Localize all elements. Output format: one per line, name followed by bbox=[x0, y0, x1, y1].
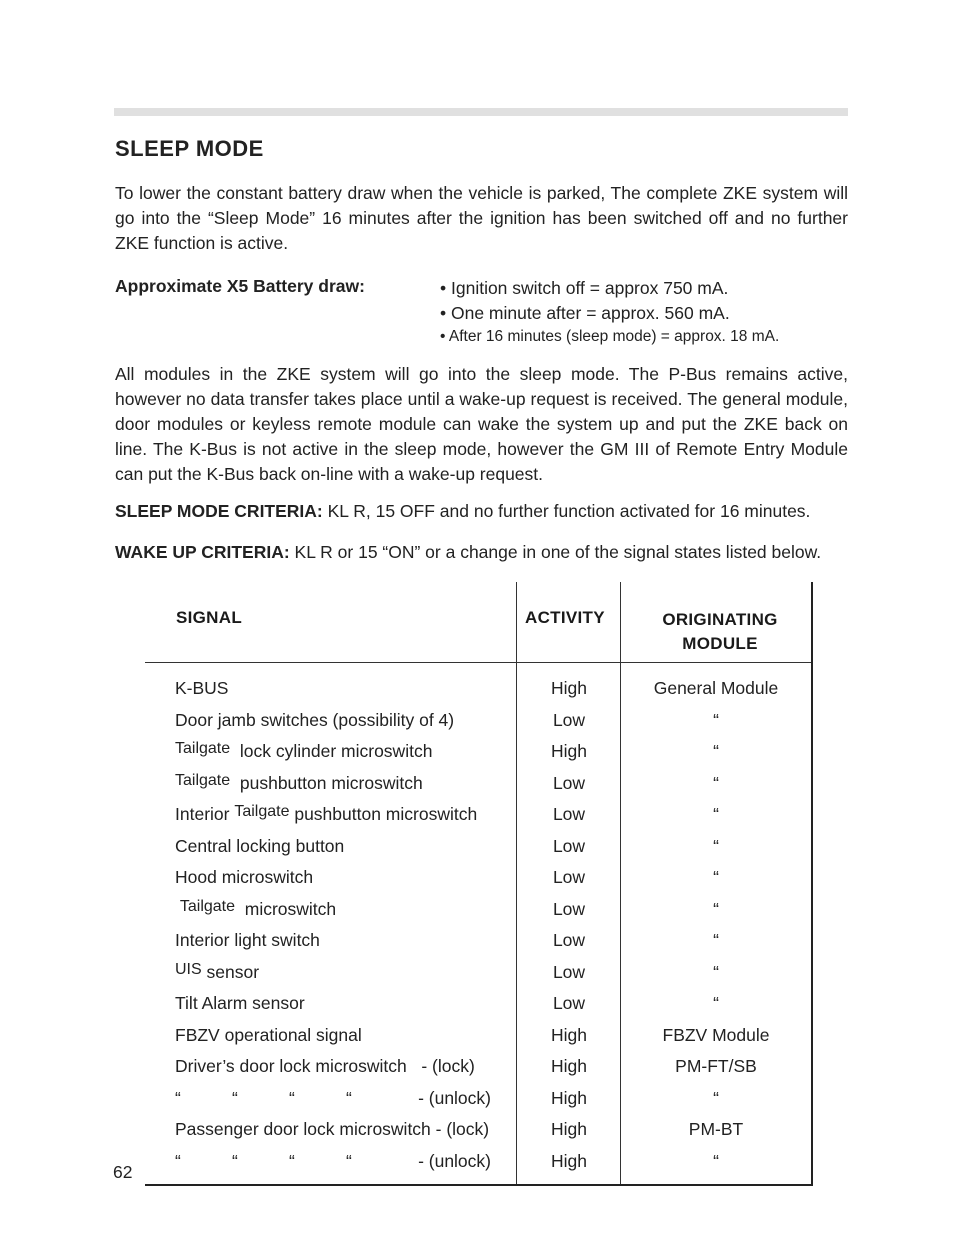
row-signal bbox=[175, 1151, 491, 1172]
sleep-criteria-text: KL R, 15 OFF and no further function activated for 16 minutes. bbox=[322, 501, 811, 521]
table-row bbox=[145, 1119, 811, 1151]
wake-criteria-text: KL R or 15 “ON” or a change in one of the signal states listed below. bbox=[289, 542, 822, 562]
ditto-mark: “ bbox=[289, 1087, 295, 1108]
row-originating-module: “ bbox=[713, 898, 719, 919]
row-signal bbox=[175, 741, 432, 762]
row-signal-tag: Tailgate bbox=[234, 803, 290, 820]
row-signal-part: lock cylinder microswitch bbox=[230, 741, 433, 761]
row-signal-part: pushbutton microswitch bbox=[230, 772, 423, 793]
header-orig-line2: MODULE bbox=[682, 634, 758, 653]
row-signal-suffix: - (unlock) bbox=[418, 1150, 491, 1171]
row-signal: Interior light switch bbox=[175, 930, 320, 950]
signal-table bbox=[145, 582, 813, 1186]
top-rule bbox=[114, 108, 848, 116]
battery-draw-item: • After 16 minutes (sleep mode) = approx. 18 mA. bbox=[440, 328, 780, 345]
table-row bbox=[145, 710, 811, 742]
row-activity: High bbox=[551, 1150, 587, 1171]
row-originating-module: “ bbox=[713, 1087, 719, 1108]
ditto-mark: “ bbox=[232, 1150, 238, 1171]
table-row bbox=[145, 1151, 811, 1183]
row-originating-module: PM-FT/SB bbox=[675, 1056, 757, 1076]
table-body bbox=[145, 678, 811, 1182]
sleep-criteria-label: SLEEP MODE CRITERIA: bbox=[115, 501, 323, 521]
row-originating-module: “ bbox=[713, 993, 719, 1013]
intro-paragraph: To lower the constant battery draw when the vehicle is parked, The complete ZKE system will go into the “Sleep Mode” 16 minutes after the ignition has been switched off and no further ZKE function is active. bbox=[115, 183, 848, 253]
table-row bbox=[145, 1088, 811, 1120]
ditto-mark: “ bbox=[175, 1087, 181, 1108]
row-signal-part: Interior bbox=[175, 804, 235, 824]
row-originating-module: “ bbox=[713, 709, 719, 730]
row-activity: High bbox=[551, 1024, 587, 1045]
row-originating-module: “ bbox=[713, 961, 719, 982]
battery-draw-item: • One minute after = approx. 560 mA. bbox=[440, 302, 730, 323]
row-activity: Low bbox=[552, 898, 586, 919]
header-activity: ACTIVITY bbox=[525, 608, 605, 627]
row-originating-module: General Module bbox=[653, 678, 779, 698]
row-signal bbox=[175, 962, 259, 983]
row-originating-module: “ bbox=[713, 867, 719, 887]
header-originating-module bbox=[630, 608, 810, 656]
table-row bbox=[145, 773, 811, 805]
row-originating-module: FBZV Module bbox=[662, 1024, 770, 1045]
battery-draw-label: Approximate X5 Battery draw: bbox=[115, 276, 365, 296]
row-signal bbox=[175, 1088, 491, 1109]
header-signal: SIGNAL bbox=[176, 608, 243, 627]
row-signal-tag: UIS bbox=[175, 960, 202, 978]
battery-draw-list bbox=[440, 276, 779, 350]
table-row bbox=[145, 741, 811, 773]
ditto-mark: “ bbox=[346, 1150, 352, 1171]
ditto-mark: “ bbox=[175, 1150, 181, 1171]
row-activity: High bbox=[551, 1056, 587, 1076]
table-row bbox=[145, 804, 811, 836]
row-originating-module: “ bbox=[713, 772, 719, 793]
table-row bbox=[145, 1056, 811, 1088]
ditto-mark: “ bbox=[346, 1087, 352, 1108]
page-heading: SLEEP MODE bbox=[115, 136, 264, 161]
row-originating-module: “ bbox=[713, 741, 719, 761]
row-activity: Low bbox=[552, 867, 586, 887]
row-signal: Central locking button bbox=[175, 835, 345, 856]
table-row bbox=[145, 993, 811, 1025]
row-activity: Low bbox=[552, 930, 586, 950]
table-row bbox=[145, 962, 811, 994]
table-row bbox=[145, 867, 811, 899]
row-originating-module: “ bbox=[713, 804, 719, 824]
row-signal-tag: Tailgate bbox=[175, 771, 231, 789]
modules-paragraph: All modules in the ZKE system will go into the sleep mode. The P-Bus remains active, however no data transfer takes place until a wake-up request is received. The general module, door modules or keyless remote module can wake the system up and put the ZKE back on line. The K-Bus is not active in the sleep mode, however the GM III of Remote Entry Module can put the K-Bus back on-line with a wake-up request. bbox=[115, 364, 848, 484]
battery-draw-item: • Ignition switch off = approx 750 mA. bbox=[440, 278, 729, 298]
ditto-mark: “ bbox=[289, 1150, 295, 1171]
page-number: 62 bbox=[113, 1162, 133, 1182]
row-signal bbox=[175, 899, 336, 920]
row-activity: Low bbox=[552, 835, 586, 856]
row-activity: High bbox=[551, 1087, 587, 1108]
ditto-mark: “ bbox=[232, 1087, 238, 1108]
row-signal-tag: Tailgate bbox=[175, 740, 231, 757]
table-row bbox=[145, 899, 811, 931]
row-signal: Hood microswitch bbox=[175, 867, 314, 887]
row-originating-module: PM-BT bbox=[688, 1119, 744, 1139]
row-signal: Driver’s door lock microswitch - (lock) bbox=[175, 1056, 475, 1076]
row-signal-tag: Tailgate bbox=[179, 897, 236, 915]
row-originating-module: “ bbox=[713, 835, 719, 856]
row-signal-part: pushbutton microswitch bbox=[289, 804, 478, 824]
row-activity: Low bbox=[552, 709, 586, 730]
header-orig-line1: ORIGINATING bbox=[662, 610, 778, 629]
row-activity: High bbox=[551, 1119, 587, 1139]
table-row bbox=[145, 930, 811, 962]
row-activity: Low bbox=[552, 961, 586, 982]
row-activity: Low bbox=[552, 804, 586, 824]
wake-criteria bbox=[115, 542, 855, 563]
row-signal bbox=[175, 773, 423, 794]
row-signal: Passenger door lock microswitch - (lock) bbox=[175, 1119, 490, 1139]
sleep-criteria bbox=[115, 501, 855, 522]
row-activity: Low bbox=[552, 772, 586, 793]
row-signal: FBZV operational signal bbox=[175, 1024, 362, 1045]
table-row bbox=[145, 1025, 811, 1057]
row-signal: Tilt Alarm sensor bbox=[175, 993, 305, 1013]
wake-criteria-label: WAKE UP CRITERIA: bbox=[115, 542, 290, 562]
row-signal: Door jamb switches (possibility of 4) bbox=[175, 709, 455, 730]
table-row bbox=[145, 836, 811, 868]
row-activity: High bbox=[551, 678, 587, 698]
header-divider bbox=[145, 662, 811, 663]
row-signal-part: microswitch bbox=[235, 898, 337, 919]
table-row bbox=[145, 678, 811, 710]
row-signal: K-BUS bbox=[175, 678, 229, 698]
row-signal-part: sensor bbox=[201, 961, 260, 982]
row-signal bbox=[175, 804, 477, 825]
row-activity: Low bbox=[552, 993, 586, 1013]
row-activity: High bbox=[551, 741, 587, 761]
row-originating-module: “ bbox=[713, 1150, 719, 1171]
row-originating-module: “ bbox=[713, 930, 719, 950]
row-signal-suffix: - (unlock) bbox=[418, 1087, 491, 1108]
